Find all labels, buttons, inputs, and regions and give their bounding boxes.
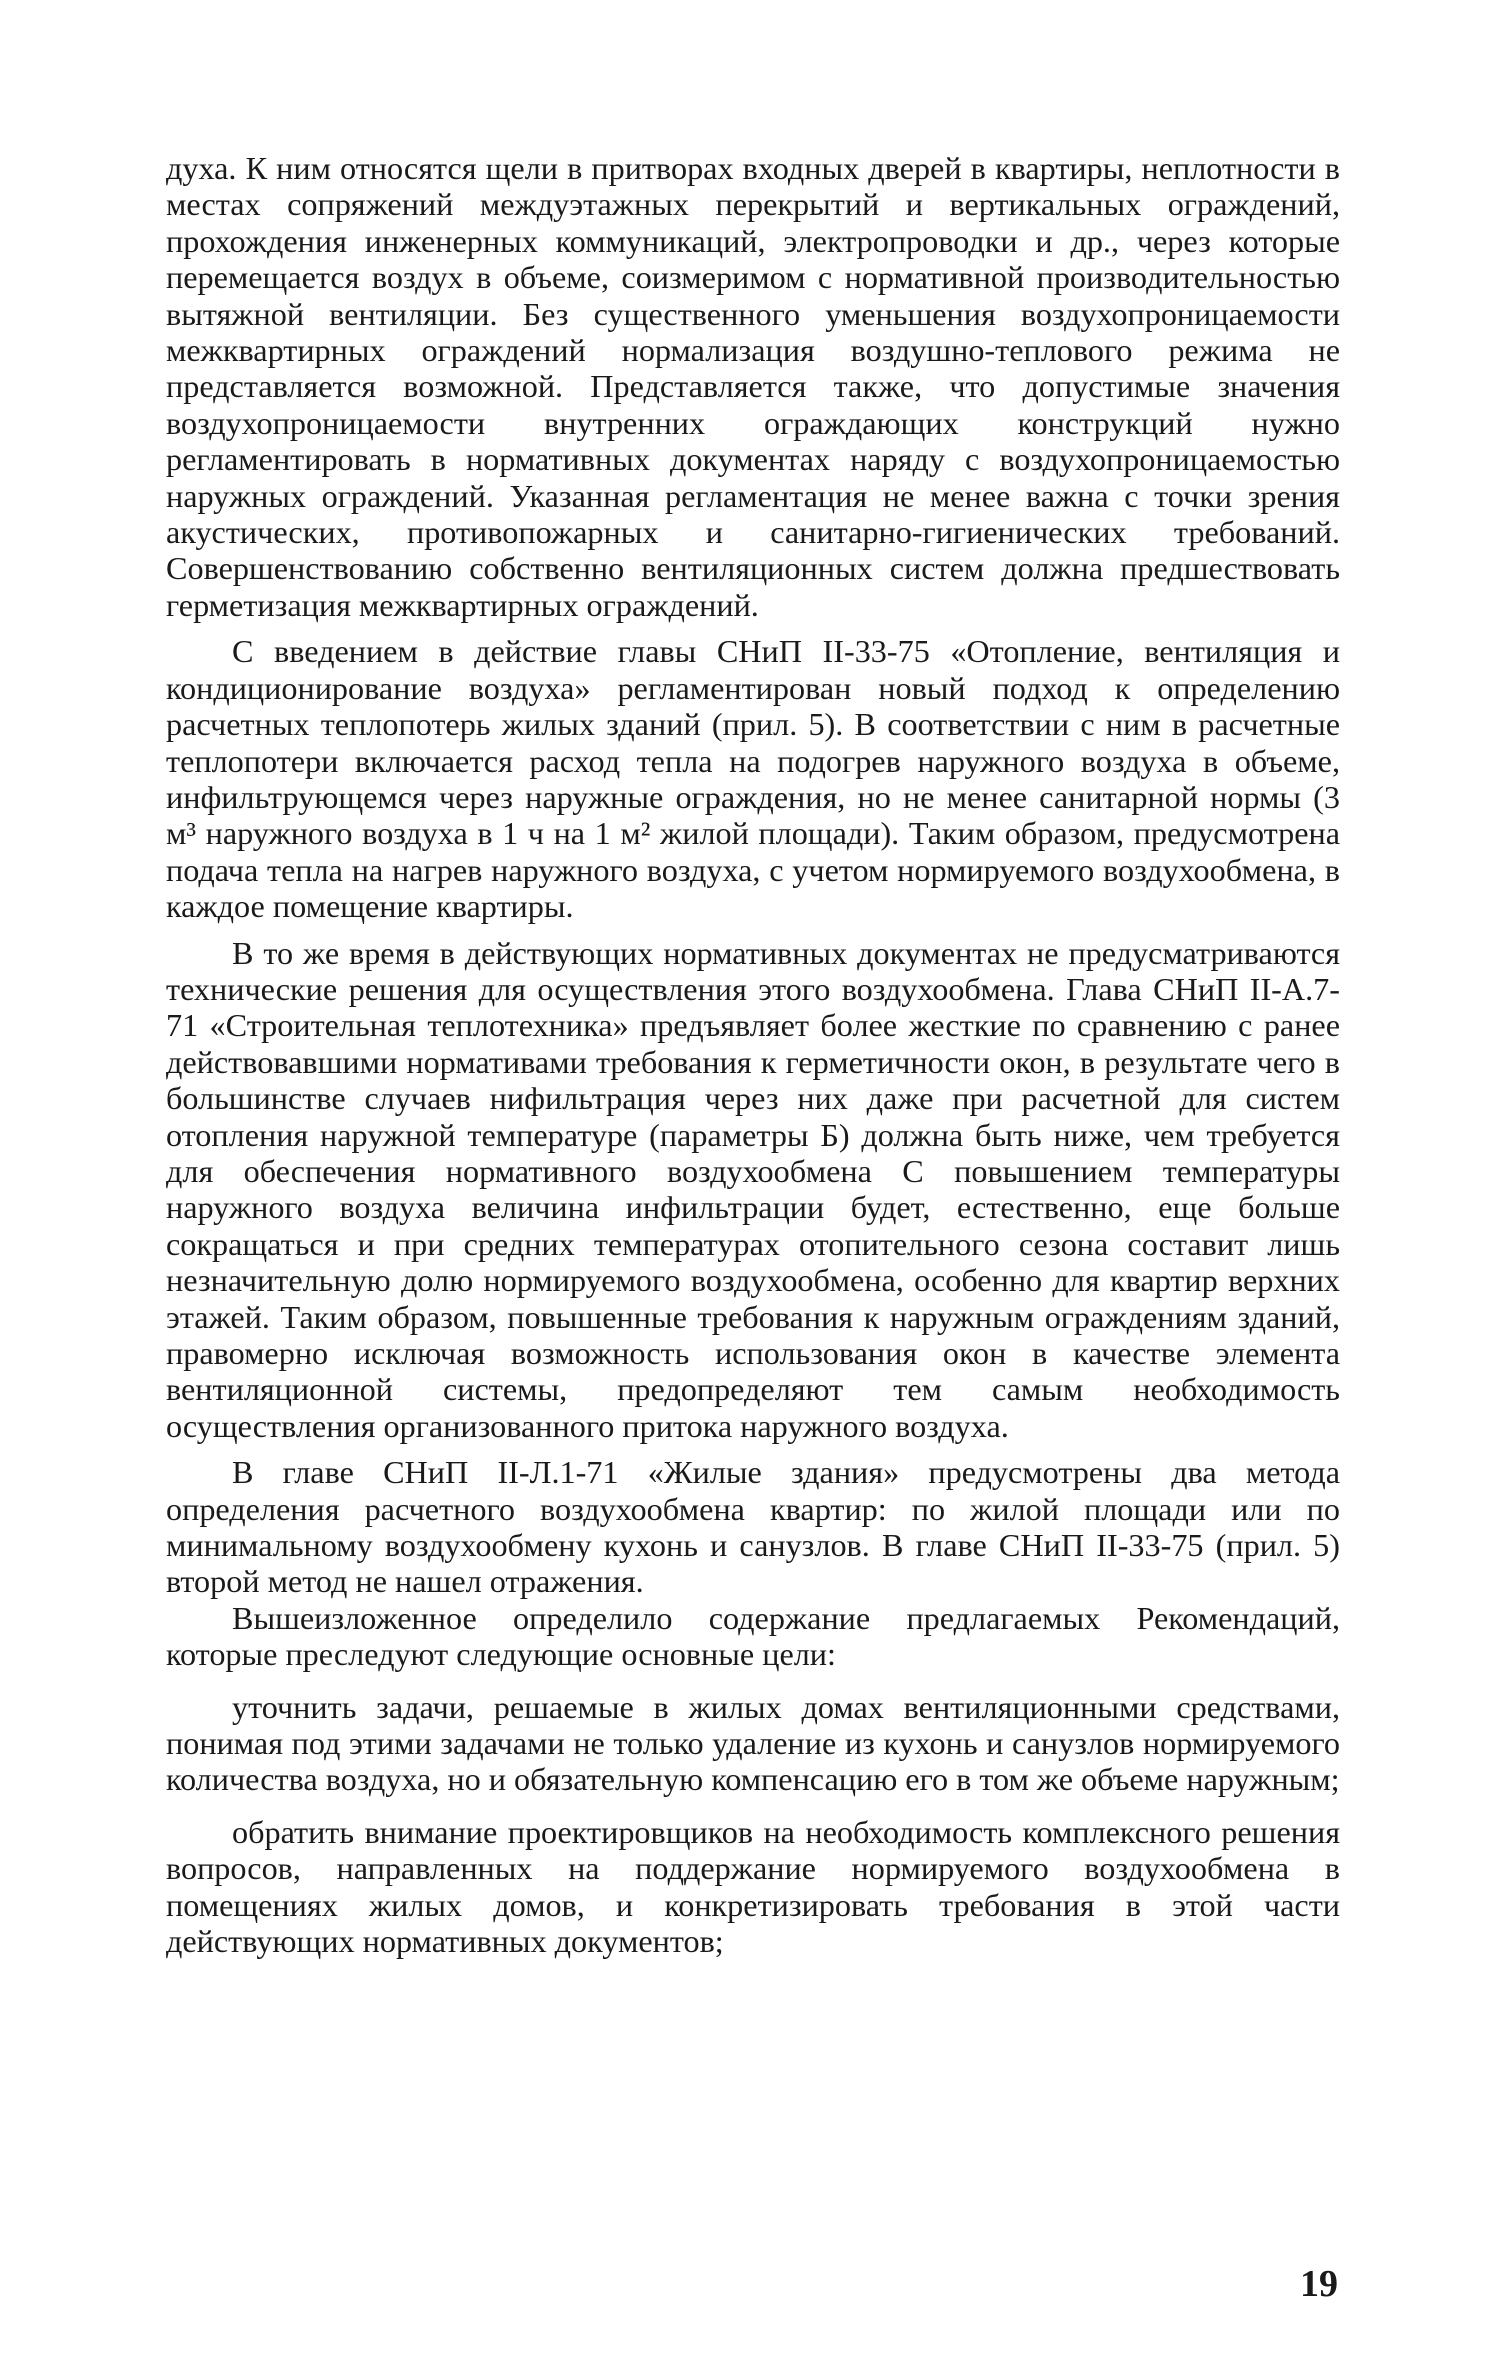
body-text: [166, 150, 1340, 1960]
paragraph-7: обратить внимание проектировщиков на необходимость комплексного решения вопросов, направленных на поддержание нормируемого воздухообмена в помещениях жилых домов, и конкретизировать требования в этой части действующих нормативных документов;: [166, 1813, 1340, 1960]
paragraph-4: В главе СНиП II-Л.1-71 «Жилые здания» предусмотрены два метода определения расчетного воздухообмена квартир: по жилой площади или по минимальному воздухообмену кухонь и санузлов. В главе СНиП II-33-75 (прил. 5) второй метод не нашел отражения.: [166, 1454, 1340, 1600]
paragraph-3: В то же время в действующих нормативных документах не предусматриваются технические решения для осуществления этого воздухообмена. Глава СНиП II-А.7-71 «Строительная теплотехника» предъявляет более жесткие по сравнению с ранее действовавшими нормативами требования к герметичности окон, в результате чего в большинстве случаев нифильтрация через них даже при расчетной для систем отопления наружной температуре (параметры Б) должна быть ниже, чем требуется для обеспечения нормативного воздухообмена С повышением температуры наружного воздуха величина инфильтрации будет, естественно, еще больше сокращаться и при средних температурах отопительного сезона составит лишь незначительную долю нормируемого воздухообмена, особенно для квартир верхних этажей. Таким образом, повышенные требования к наружным ограждениям зданий, правомерно исключая возможность использования окон в качестве элемента вентиляционной системы, предопределяют тем самым необходимость осуществления организованного притока наружного воздуха.: [166, 934, 1340, 1444]
paragraph-1: духа. К ним относятся щели в притворах входных дверей в квартиры, неплотности в местах сопряжений междуэтажных перекрытий и вертикальных ограждений, прохождения инженерных коммуникаций, электропроводки и др., через которые перемещается воздух в объеме, соизмеримом с нормативной производительностью вытяжной вентиляции. Без существенного уменьшения воздухопроницаемости межквартирных ограждений нормализация воздушно-теплового режима не представляется возможной. Представляется также, что допустимые значения воздухопроницаемости внутренних ограждающих конструкций нужно регламентировать в нормативных документах наряду с воздухопроницаемостью наружных ограждений. Указанная регламентация не менее важна с точки зрения акустических, противопожарных и санитарно-гигиенических требований. Совершенствованию собственно вентиляционных систем должна предшествовать герметизация межквартирных ограждений.: [166, 150, 1340, 623]
paragraph-5: Вышеизложенное определило содержание предлагаемых Рекомендаций, которые преследуют следующие основные цели:: [166, 1599, 1340, 1673]
page-number: 19: [1300, 2263, 1338, 2305]
paragraph-2: С введением в действие главы СНиП II-33-75 «Отопление, вентиляция и кондиционирование воздуха» регламентирован новый подход к определению расчетных теплопотерь жилых зданий (прил. 5). В соответствии с ним в расчетные теплопотери включается расход тепла на подогрев наружного воздуха в объеме, инфильтрующемся через наружные ограждения, но не менее санитарной нормы (3 м³ наружного воздуха в 1 ч на 1 м² жилой площади). Таким образом, предусмотрена подача тепла на нагрев наружного воздуха, с учетом нормируемого воздухообмена, в каждое помещение квартиры.: [166, 633, 1340, 925]
paragraph-6: уточнить задачи, решаемые в жилых домах вентиляционными средствами, понимая под этими задачами не только удаление из кухонь и санузлов нормируемого количества воздуха, но и обязательную компенсацию его в том же объеме наружным;: [166, 1688, 1340, 1798]
